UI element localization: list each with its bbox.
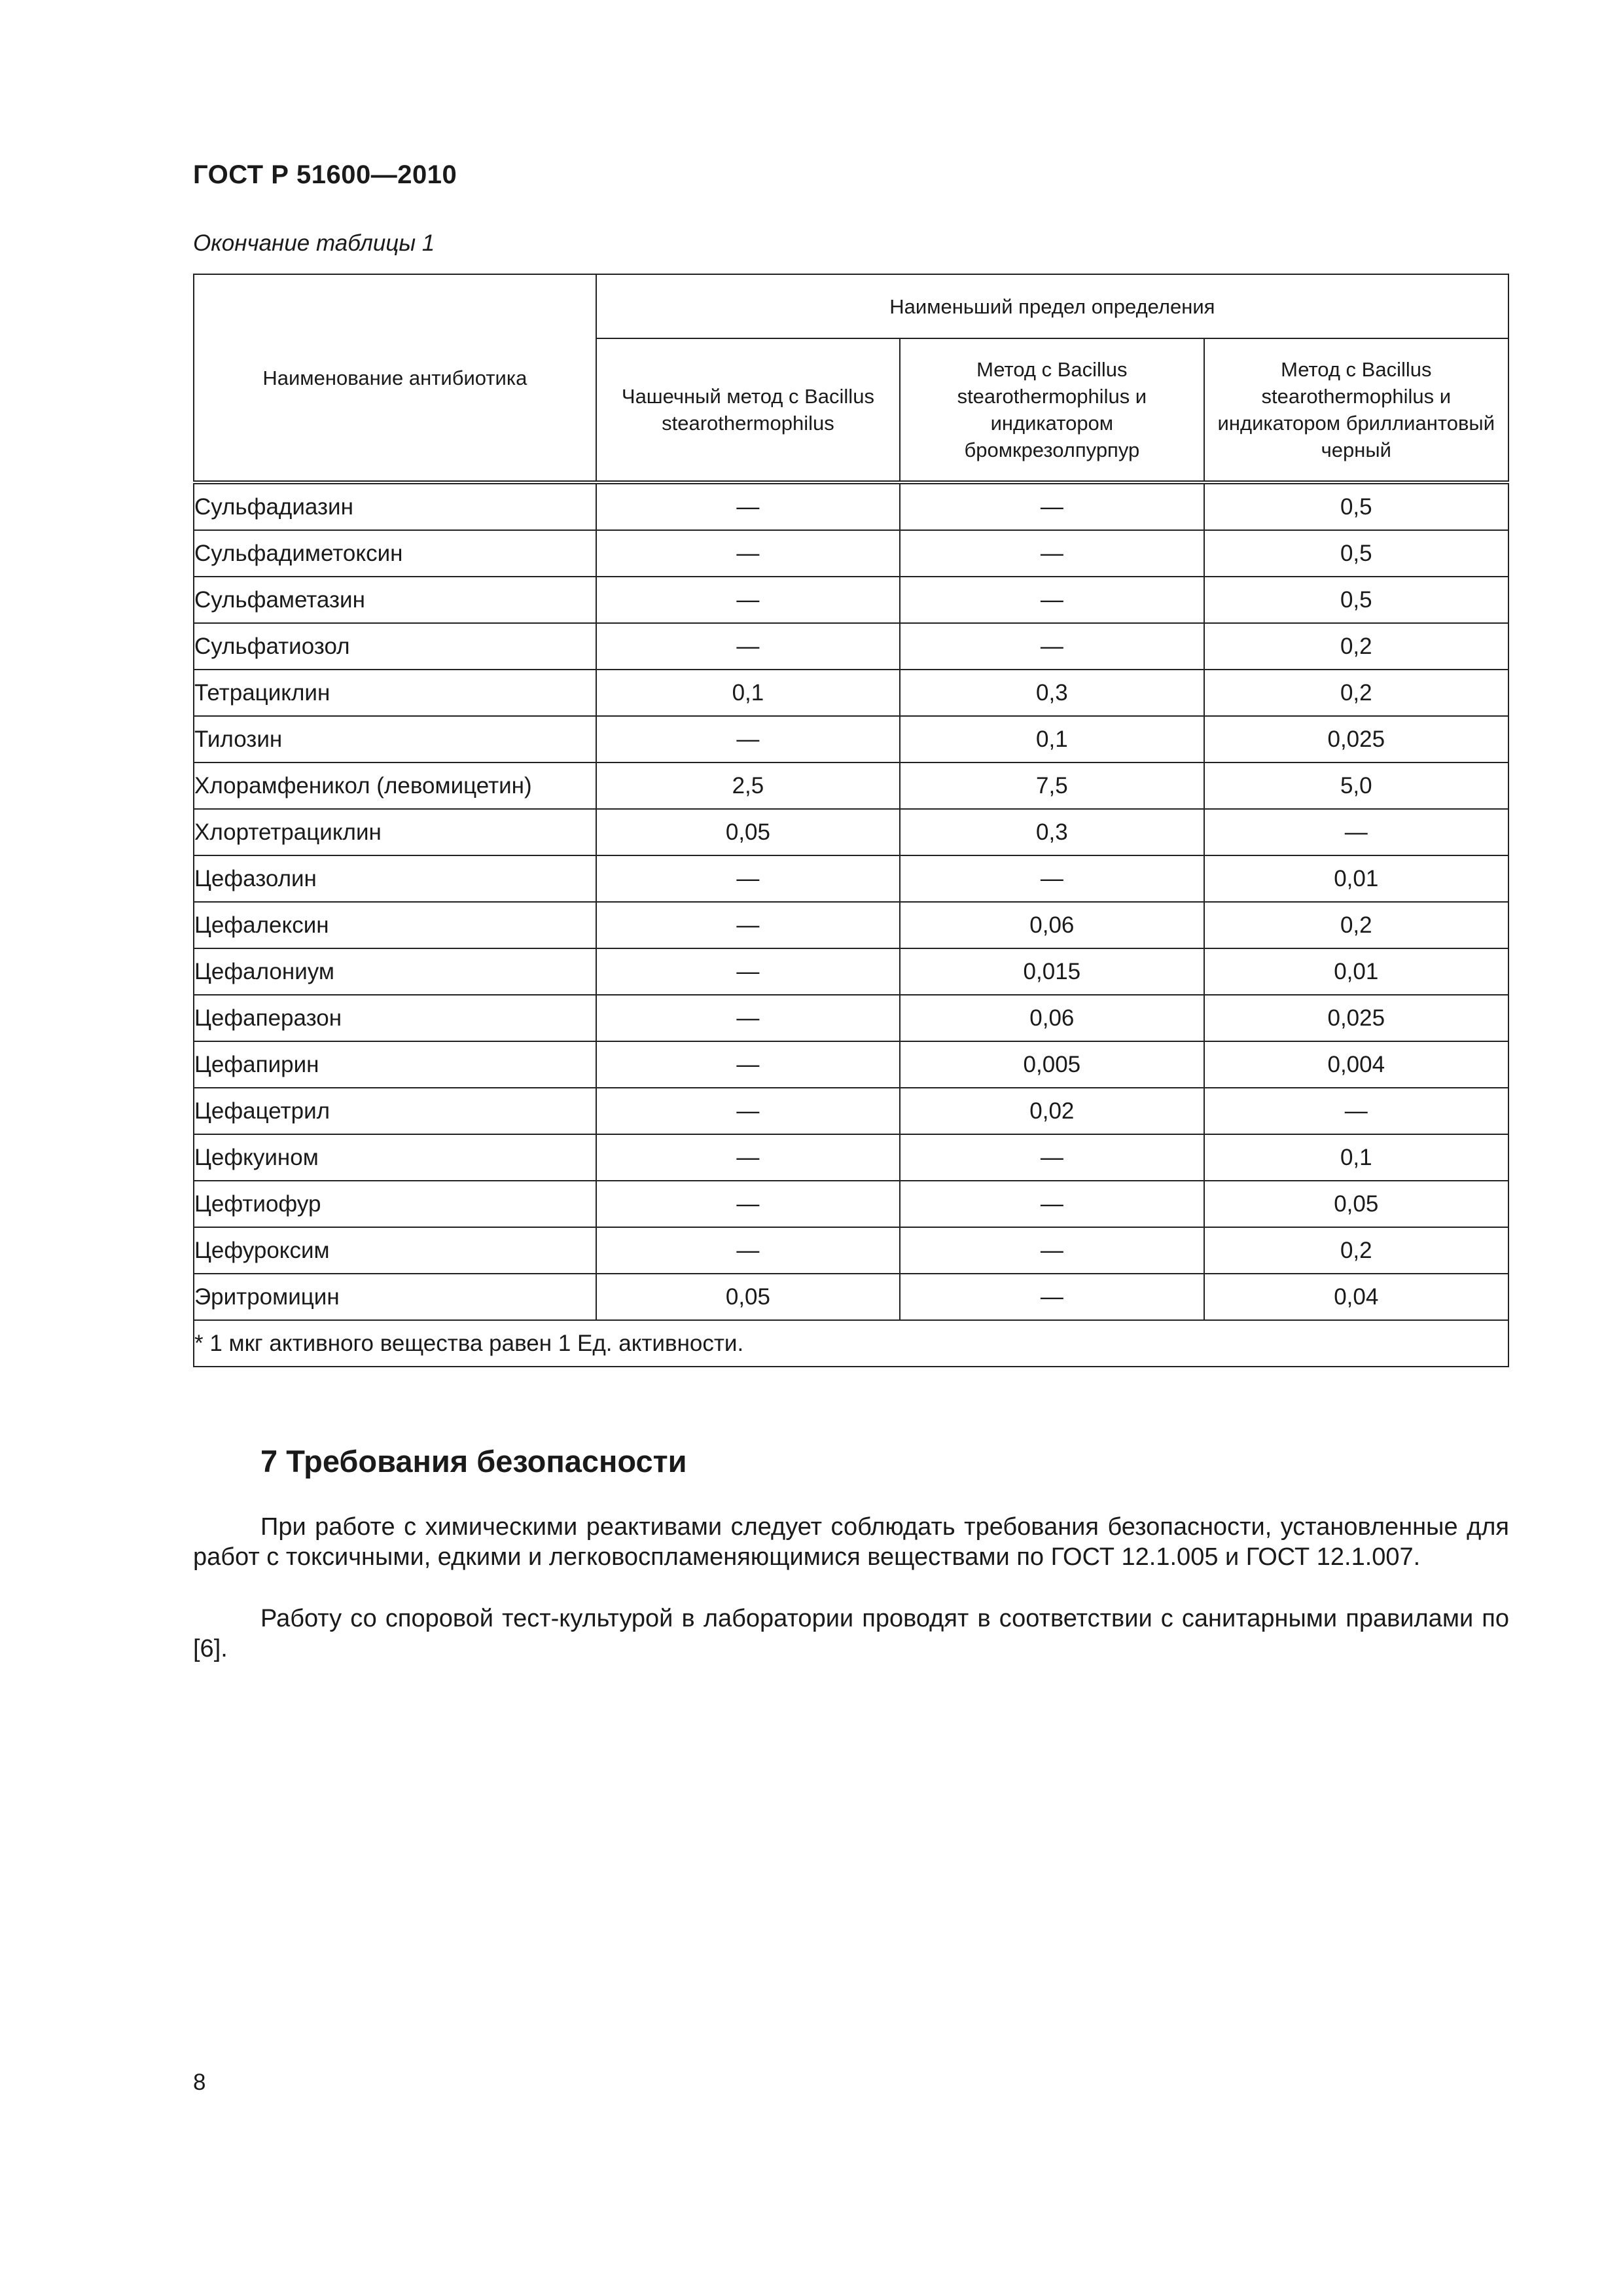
table-row xyxy=(194,530,1508,577)
detection-limit-cell: 0,5 xyxy=(1204,530,1508,577)
detection-limit-cell: — xyxy=(1204,1088,1508,1134)
page-number: 8 xyxy=(193,2070,206,2095)
detection-limit-cell: — xyxy=(596,716,900,762)
detection-limit-cell: — xyxy=(596,902,900,948)
table-row xyxy=(194,670,1508,716)
detection-limit-cell: 0,3 xyxy=(900,809,1204,855)
table-body xyxy=(194,482,1508,1320)
antibiotics-table xyxy=(193,274,1509,1367)
antibiotic-name-cell: Тилозин xyxy=(194,716,596,762)
table-row xyxy=(194,623,1508,670)
detection-limit-cell: — xyxy=(900,482,1204,530)
detection-limit-cell: 0,02 xyxy=(900,1088,1204,1134)
detection-limit-cell: 0,1 xyxy=(596,670,900,716)
table-row xyxy=(194,995,1508,1041)
antibiotic-name-cell: Цефаперазон xyxy=(194,995,596,1041)
detection-limit-cell: — xyxy=(596,577,900,623)
table-footnote: * 1 мкг активного вещества равен 1 Ед. активности. xyxy=(194,1320,1508,1367)
header-method-bromocresol: Метод с Bacillus stearothermophilus и индикатором бромкрезолпурпур xyxy=(900,338,1204,482)
detection-limit-cell: — xyxy=(596,995,900,1041)
detection-limit-cell: 0,025 xyxy=(1204,995,1508,1041)
detection-limit-cell: 0,05 xyxy=(1204,1181,1508,1227)
antibiotic-name-cell: Эритромицин xyxy=(194,1274,596,1320)
table-row xyxy=(194,482,1508,530)
antibiotic-name-cell: Цефкуином xyxy=(194,1134,596,1181)
antibiotic-name-cell: Сульфадиметоксин xyxy=(194,530,596,577)
header-method-brilliant-black: Метод с Bacillus stearothermophilus и индикатором бриллиантовый черный xyxy=(1204,338,1508,482)
detection-limit-cell: 0,004 xyxy=(1204,1041,1508,1088)
header-detection-limit: Наименьший предел определения xyxy=(596,274,1508,338)
detection-limit-cell: 0,2 xyxy=(1204,1227,1508,1274)
detection-limit-cell: — xyxy=(596,1088,900,1134)
antibiotic-name-cell: Хлортетрациклин xyxy=(194,809,596,855)
table-row xyxy=(194,1181,1508,1227)
detection-limit-cell: 0,01 xyxy=(1204,948,1508,995)
detection-limit-cell: — xyxy=(900,855,1204,902)
antibiotic-name-cell: Сульфатиозол xyxy=(194,623,596,670)
detection-limit-cell: — xyxy=(596,948,900,995)
detection-limit-cell: 7,5 xyxy=(900,762,1204,809)
detection-limit-cell: 0,2 xyxy=(1204,902,1508,948)
table-row xyxy=(194,948,1508,995)
detection-limit-cell: 0,06 xyxy=(900,902,1204,948)
detection-limit-cell: 0,005 xyxy=(900,1041,1204,1088)
detection-limit-cell: — xyxy=(900,1227,1204,1274)
detection-limit-cell: 0,2 xyxy=(1204,670,1508,716)
detection-limit-cell: 0,5 xyxy=(1204,482,1508,530)
antibiotic-name-cell: Цефалониум xyxy=(194,948,596,995)
detection-limit-cell: 0,01 xyxy=(1204,855,1508,902)
table-row xyxy=(194,762,1508,809)
detection-limit-cell: 0,06 xyxy=(900,995,1204,1041)
detection-limit-cell: 5,0 xyxy=(1204,762,1508,809)
antibiotic-name-cell: Цефацетрил xyxy=(194,1088,596,1134)
header-antibiotic-name: Наименование антибиотика xyxy=(194,274,596,482)
antibiotic-name-cell: Тетрациклин xyxy=(194,670,596,716)
detection-limit-cell: — xyxy=(596,1134,900,1181)
detection-limit-cell: — xyxy=(1204,809,1508,855)
detection-limit-cell: — xyxy=(900,577,1204,623)
detection-limit-cell: — xyxy=(900,623,1204,670)
detection-limit-cell: 0,5 xyxy=(1204,577,1508,623)
detection-limit-cell: 0,2 xyxy=(1204,623,1508,670)
antibiotic-name-cell: Цефтиофур xyxy=(194,1181,596,1227)
table-row xyxy=(194,577,1508,623)
antibiotic-name-cell: Цефалексин xyxy=(194,902,596,948)
detection-limit-cell: — xyxy=(596,530,900,577)
antibiotic-name-cell: Сульфаметазин xyxy=(194,577,596,623)
table-row xyxy=(194,1088,1508,1134)
antibiotic-name-cell: Хлорамфеникол (левомицетин) xyxy=(194,762,596,809)
table-row xyxy=(194,716,1508,762)
detection-limit-cell: — xyxy=(596,1227,900,1274)
table-row xyxy=(194,1227,1508,1274)
table-row xyxy=(194,1274,1508,1320)
detection-limit-cell: — xyxy=(900,1274,1204,1320)
detection-limit-cell: 0,05 xyxy=(596,1274,900,1320)
antibiotic-name-cell: Цефапирин xyxy=(194,1041,596,1088)
detection-limit-cell: — xyxy=(900,1181,1204,1227)
table-row xyxy=(194,809,1508,855)
table-row xyxy=(194,855,1508,902)
antibiotic-name-cell: Цефуроксим xyxy=(194,1227,596,1274)
safety-paragraph-1: При работе с химическими реактивами следует соблюдать требования безопасности, установленные для работ с токсичными, едкими и легковоспламеняющимися веществами по ГОСТ 12.1.005 и ГОСТ 12.1.007. xyxy=(193,1513,1509,1571)
detection-limit-cell: — xyxy=(596,482,900,530)
table-row xyxy=(194,1134,1508,1181)
section-title: 7 Требования безопасности xyxy=(260,1444,687,1479)
detection-limit-cell: 0,3 xyxy=(900,670,1204,716)
detection-limit-cell: 0,025 xyxy=(1204,716,1508,762)
detection-limit-cell: — xyxy=(596,855,900,902)
detection-limit-cell: 0,015 xyxy=(900,948,1204,995)
detection-limit-cell: — xyxy=(900,530,1204,577)
table-row xyxy=(194,902,1508,948)
detection-limit-cell: 0,04 xyxy=(1204,1274,1508,1320)
detection-limit-cell: 2,5 xyxy=(596,762,900,809)
detection-limit-cell: — xyxy=(596,1041,900,1088)
antibiotic-name-cell: Сульфадиазин xyxy=(194,482,596,530)
detection-limit-cell: 0,05 xyxy=(596,809,900,855)
detection-limit-cell: — xyxy=(596,1181,900,1227)
table-caption: Окончание таблицы 1 xyxy=(193,230,435,256)
table-row xyxy=(194,1041,1508,1088)
document-code: ГОСТ Р 51600—2010 xyxy=(193,160,457,189)
safety-paragraph-2: Работу со споровой тест-культурой в лаборатории проводят в соответствии с санитарными правилами по [6]. xyxy=(193,1605,1509,1662)
header-method-plate: Чашечный метод с Bacillus stearothermophilus xyxy=(596,338,900,482)
detection-limit-cell: — xyxy=(900,1134,1204,1181)
detection-limit-cell: 0,1 xyxy=(1204,1134,1508,1181)
detection-limit-cell: 0,1 xyxy=(900,716,1204,762)
antibiotic-name-cell: Цефазолин xyxy=(194,855,596,902)
detection-limit-cell: — xyxy=(596,623,900,670)
